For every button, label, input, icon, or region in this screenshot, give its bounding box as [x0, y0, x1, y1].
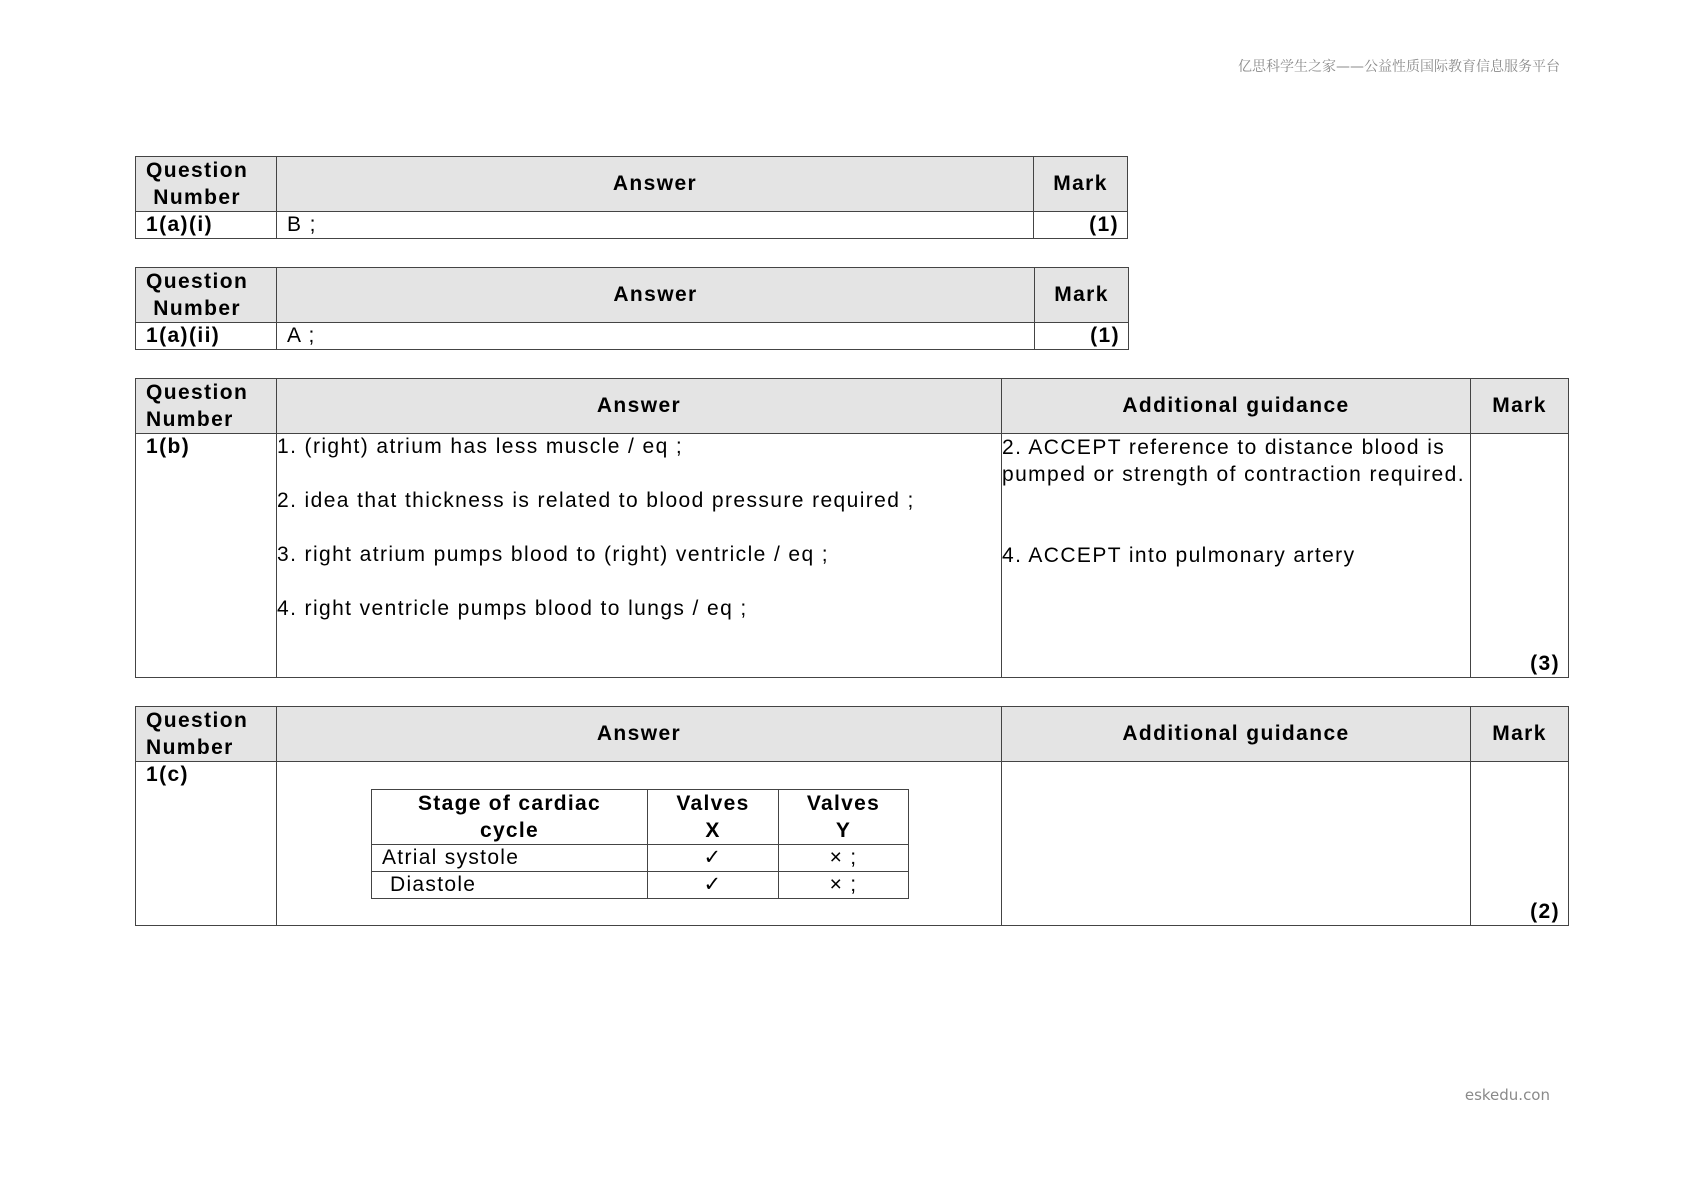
answer-header: Answer [277, 707, 1002, 762]
mark-table-1c [135, 706, 1569, 926]
table-row [372, 872, 909, 899]
mark-value: (1) [1034, 212, 1128, 239]
answer-point: 3. right atrium pumps blood to (right) ventricle / eq ; [277, 543, 830, 566]
mark-table-1ai [135, 156, 1128, 239]
answer-cell [277, 762, 1002, 926]
answer-header: Answer [277, 157, 1034, 212]
answer-list [277, 434, 1002, 678]
mark-header: Mark [1035, 268, 1129, 323]
guidance-list [1002, 434, 1471, 678]
question-number: 1(b) [136, 434, 277, 678]
mark-table-1b [135, 378, 1569, 678]
question-number-header: Question Number [136, 379, 277, 434]
mark-value: (2) [1471, 762, 1569, 926]
answer-text: A ; [277, 323, 1035, 350]
mark-value: (1) [1035, 323, 1129, 350]
mark-header: Mark [1034, 157, 1128, 212]
question-number-header: Question Number [136, 157, 277, 212]
header-watermark: 亿思科学生之家——公益性质国际教育信息服务平台 [1238, 59, 1560, 75]
guidance-point: 2. ACCEPT reference to distance blood is pumped or strength of contraction required. [1002, 436, 1465, 486]
question-number: 1(c) [136, 762, 277, 926]
cardiac-cycle-table [371, 789, 909, 899]
answer-header: Answer [277, 268, 1035, 323]
table-row [372, 845, 909, 872]
guidance-cell [1002, 762, 1471, 926]
question-number: 1(a)(ii) [136, 323, 277, 350]
valves-y-header: Valves Y [779, 790, 909, 845]
guidance-point: 4. ACCEPT into pulmonary artery [1002, 544, 1356, 567]
guidance-header: Additional guidance [1002, 707, 1471, 762]
stage-header: Stage of cardiac cycle [372, 790, 648, 845]
stage-cell: Atrial systole [372, 845, 648, 872]
mark-table-1aii [135, 267, 1129, 350]
answer-text: B ; [277, 212, 1034, 239]
footer-site: eskedu.con [1464, 1086, 1550, 1104]
answer-point: 1. (right) atrium has less muscle / eq ; [277, 435, 684, 458]
answer-header: Answer [277, 379, 1002, 434]
mark-value: (3) [1471, 434, 1569, 678]
check-cell: ✓ [648, 872, 779, 899]
check-cell: ✓ [648, 845, 779, 872]
answer-point: 2. idea that thickness is related to blood pressure required ; [277, 489, 915, 512]
mark-header: Mark [1471, 707, 1569, 762]
question-number: 1(a)(i) [136, 212, 277, 239]
valves-x-header: Valves X [648, 790, 779, 845]
mark-header: Mark [1471, 379, 1569, 434]
question-number-header: Question Number [136, 707, 277, 762]
stage-cell: Diastole [372, 872, 648, 899]
question-number-header: Question Number [136, 268, 277, 323]
answer-point: 4. right ventricle pumps blood to lungs / eq ; [277, 597, 748, 620]
cross-cell: × ; [779, 845, 909, 872]
cross-cell: × ; [779, 872, 909, 899]
guidance-header: Additional guidance [1002, 379, 1471, 434]
